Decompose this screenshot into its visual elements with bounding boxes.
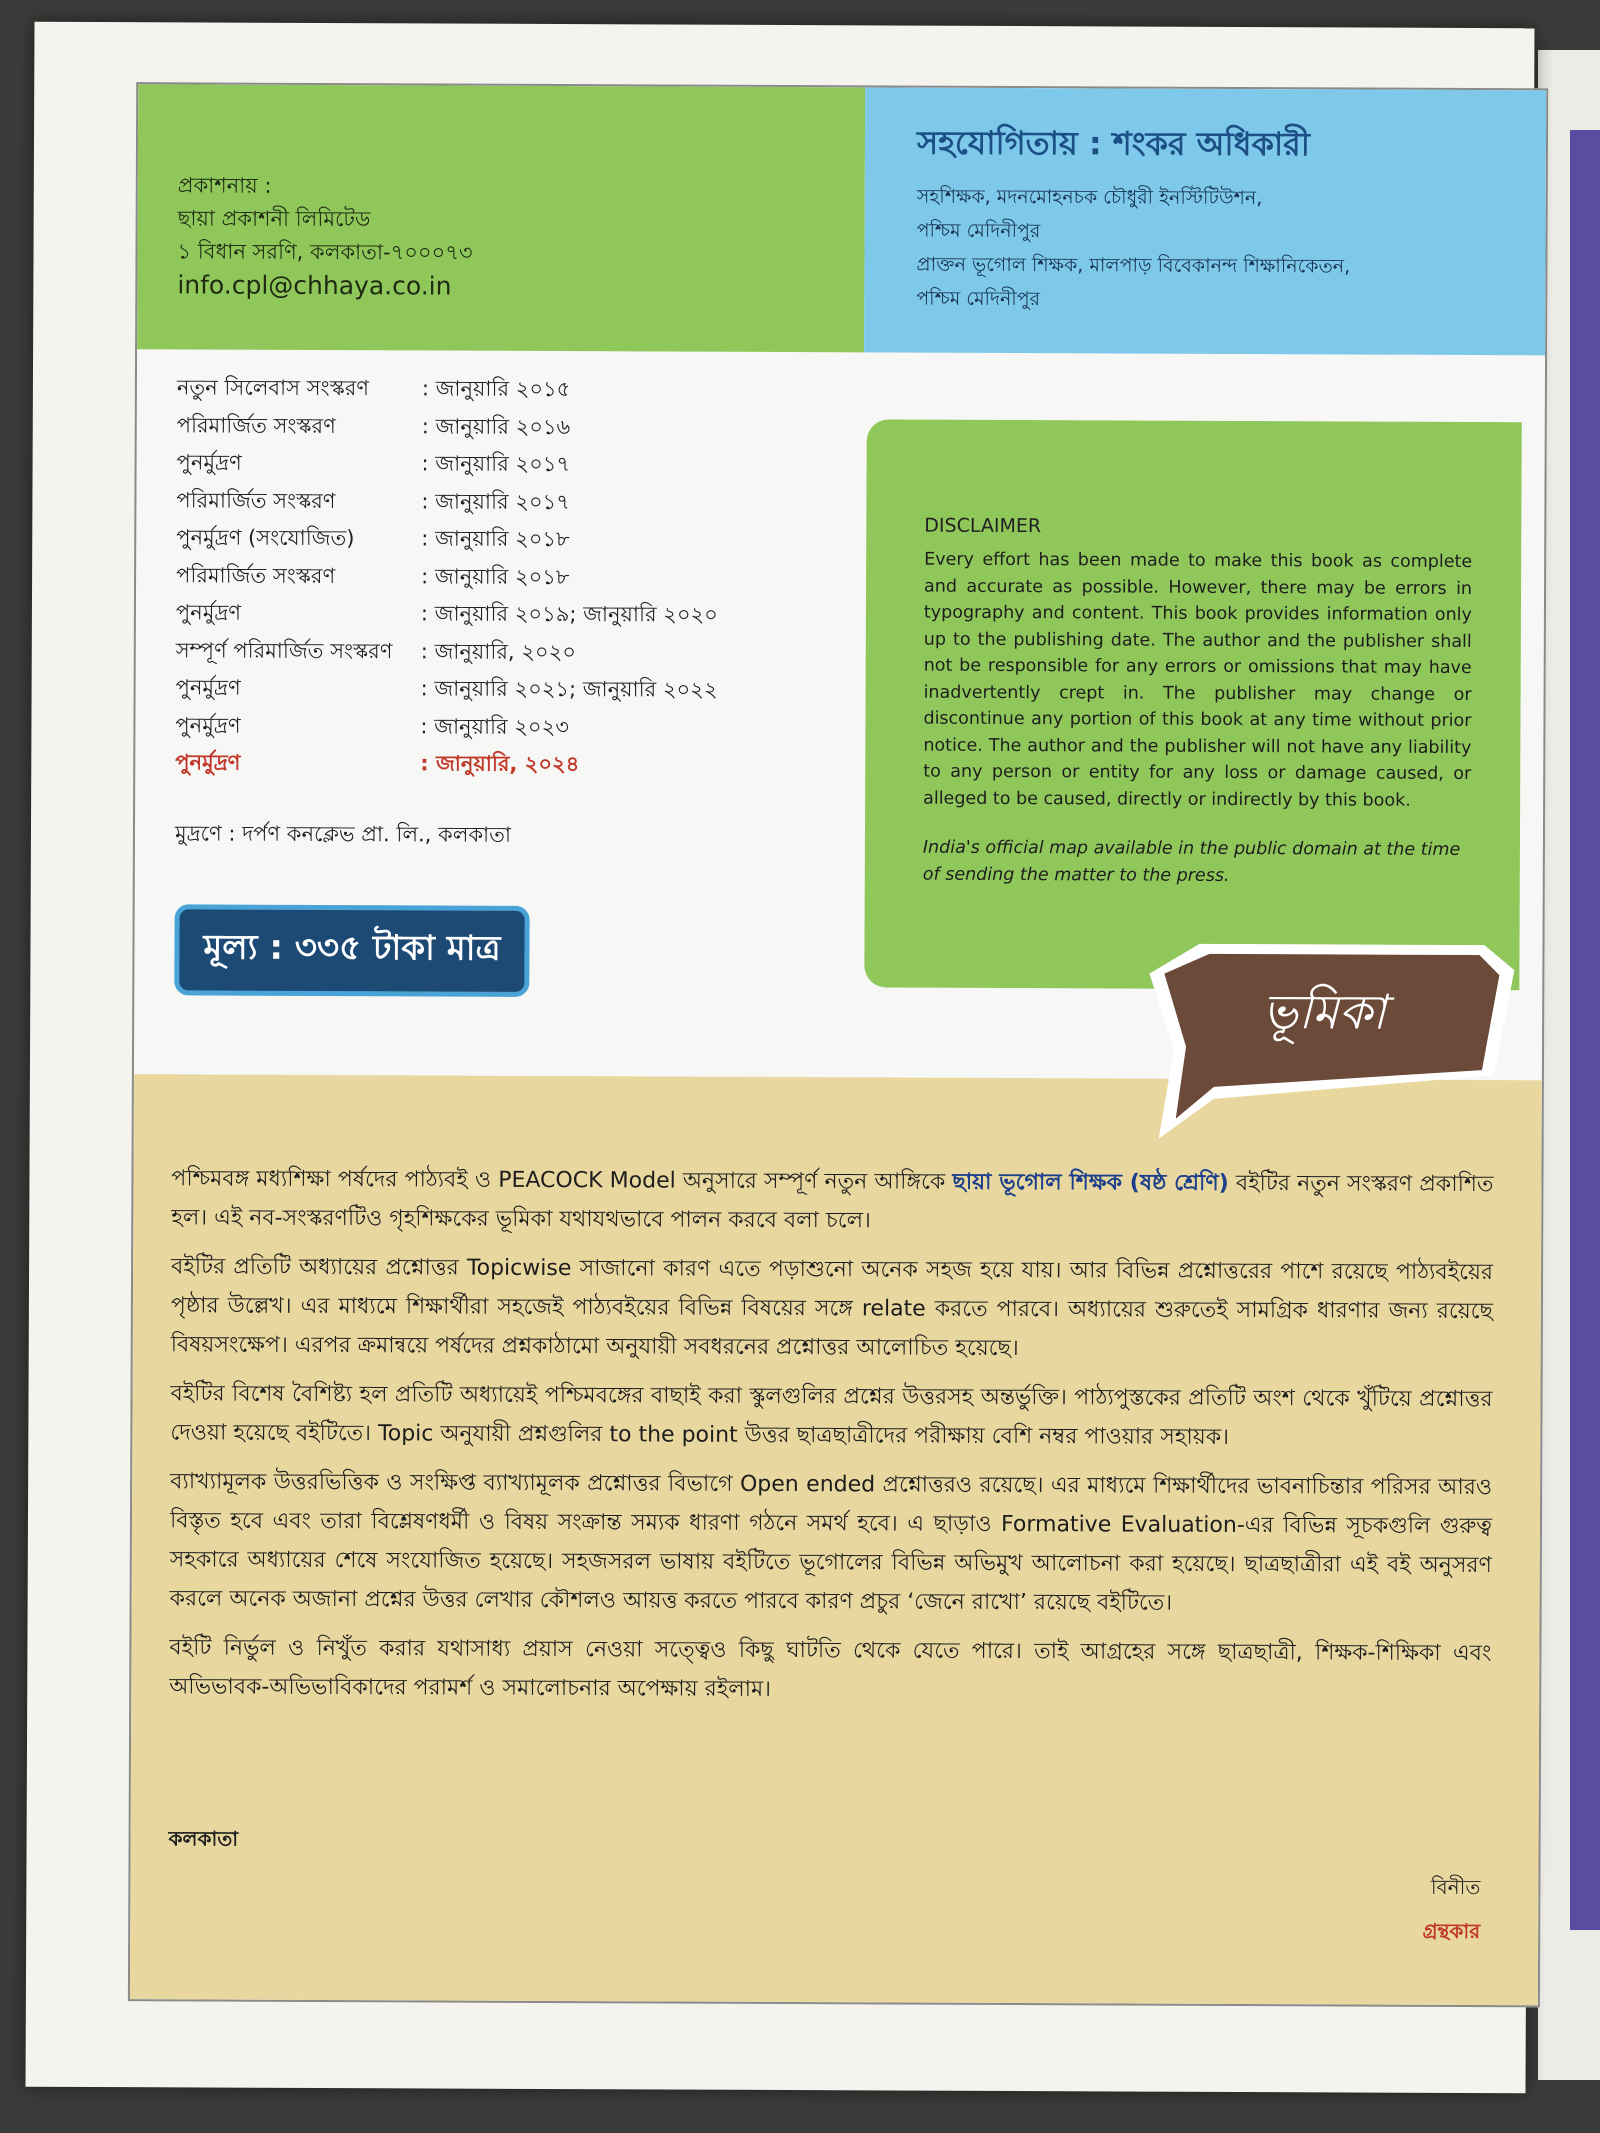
- collaboration-line: পশ্চিম মেদিনীপুর: [916, 287, 1041, 311]
- price-badge: মূল্য : ৩৩৫ টাকা মাত্র: [174, 904, 529, 997]
- intro-paragraph: বইটি নির্ভুল ও নিখুঁত করার যথাসাধ্য প্রয়াস নেওয়া সত্ত্বেও কিছু ঘাটতি থেকে যেতে পারে। তাই আগ্রহের সঙ্গে ছাত্রছাত্রী, শিক্ষক-শিক্ষিকা এবং অভিভাবক-অভিভাবিকাদের পরামর্শ ও সমালোচনার অপেক্ষায় রইলাম।: [169, 1635, 1492, 1702]
- next-page-edge: [1538, 50, 1600, 2080]
- edition-date: : জানুয়ারি ২০১৮: [421, 526, 570, 552]
- intro-paragraph: বইটির বিশেষ বৈশিষ্ট্য হল প্রতিটি অধ্যায়েই পশ্চিমবঙ্গের বাছাই করা স্কুলগুলির প্রশ্নের উত্তরসহ অন্তর্ভুক্তি। পাঠ্যপুস্তকের প্রতিটি অংশ থেকে খুঁটিয়ে প্রশ্নোত্তর দেওয়া হয়েছে বইটিতে। Topic অনুযায়ী প্রশ্নগুলির to the point উত্তর ছাত্রছাত্রীদের পরীক্ষায় বেশি নম্বর পাওয়ার সহায়ক।: [170, 1381, 1493, 1450]
- publisher-heading: প্রকাশনায় :: [177, 173, 272, 198]
- edition-date: : জানুয়ারি ২০১৯; জানুয়ারি ২০২০: [420, 601, 718, 627]
- disclaimer-heading: DISCLAIMER: [924, 514, 1042, 538]
- intro-p1-end: বইটির নতুন সংস্করণ প্রকাশিত হল। এই নব-সংস্করণটিও গৃহশিক্ষকের ভূমিকা যথাযথভাবে পালন করবে বলা চলে।: [171, 1170, 1494, 1234]
- next-page-strip: [1570, 130, 1600, 1930]
- edition-label: সম্পূর্ণ পরিমার্জিত সংস্করণ: [175, 637, 393, 663]
- edition-date: : জানুয়ারি ২০২৩: [420, 713, 569, 739]
- intro-paragraph: [171, 1159, 1493, 1243]
- page-frame: [128, 82, 1548, 2007]
- edition-date: : জানুয়ারি ২০২১; জানুয়ারি ২০২২: [420, 676, 718, 702]
- edition-date: : জানুয়ারি ২০১৭: [421, 488, 570, 514]
- collaboration-line: সহশিক্ষক, মদনমোহনচক চৌধুরী ইনস্টিটিউশন,: [916, 185, 1263, 210]
- closing-word: বিনীত: [1430, 1874, 1481, 1900]
- intro-paragraph: বইটির প্রতিটি অধ্যায়ের প্রশ্নোত্তর Topicwise সাজানো কারণ এতে পড়াশুনো অনেক সহজ হয়ে যায়। আর বিভিন্ন প্রশ্নোত্তরের পাশে রয়েছে পাঠ্যবইয়ের পৃষ্ঠার উল্লেখ। এর মাধ্যমে শিক্ষার্থীরা সহজেই পাঠ্যবইয়ের বিভিন্ন বিষয়ের সঙ্গে relate করতে পারবে। অধ্যায়ের শুরুতেই সামগ্রিক ধারণার জন্য রয়েছে বিষয়সংক্ষেপ। এরপর ক্রমান্বয়ে পর্ষদের প্রশ্নকাঠামো অনুযায়ী সবধরনের প্রশ্নোত্তর আলোচিত হয়েছে।: [170, 1254, 1494, 1362]
- edition-label: পরিমার্জিত সংস্করণ: [176, 412, 336, 438]
- collaboration-line: প্রাক্তন ভূগোল শিক্ষক, মালপাড় বিবেকানন্দ শিক্ষানিকেতন,: [916, 253, 1351, 278]
- edition-label: পুনর্মুদ্রণ: [175, 712, 241, 738]
- map-note: India's official map available in the public domain at the time of sending the matter to the press.: [922, 837, 1461, 886]
- intro-p1-start: পশ্চিমবঙ্গ মধ্যশিক্ষা পর্ষদের পাঠ্যবই ও PEACOCK Model অনুসারে সম্পূর্ণ নতুন আঙ্গিকে: [171, 1166, 953, 1195]
- collaboration-line: পশ্চিম মেদিনীপুর: [916, 219, 1041, 243]
- edition-date: : জানুয়ারি ২০১৬: [421, 413, 571, 439]
- place-name: কলকাতা: [168, 1826, 239, 1851]
- publisher-name: ছায়া প্রকাশনী লিমিটেড: [177, 206, 371, 232]
- edition-label: পুনর্মুদ্রণ: [175, 675, 241, 700]
- book-title: ছায়া ভূগোল শিক্ষক (ষষ্ঠ শ্রেণি): [952, 1169, 1229, 1196]
- disclaimer-body: Every effort has been made to make this book as complete and accurate as possible. However, there may be errors in typography and content. This book provides information only up to the publishing date. The author and the publisher shall not be responsible for any errors or omissions that may have inadvertently crept in. The publisher may change or discontinue any portion of this book at any time without prior notice. The author and the publisher will not have any liability to any person or entity for any loss or damage caused, or alleged to be caused, directly or indirectly by this book.: [923, 549, 1473, 811]
- edition-label: পুনর্মুদ্রণ: [175, 600, 242, 625]
- intro-heading: ভূমিকা: [1262, 984, 1387, 1041]
- edition-label: পুনর্মুদ্রণ (সংযোজিত): [176, 525, 355, 551]
- printer-line: মুদ্রণে : দর্পণ কনক্লেভ প্রা. লি., কলকাতা: [174, 821, 512, 847]
- publisher-email[interactable]: info.cpl@chhaya.co.in: [177, 270, 452, 301]
- publisher-address: ১ বিধান সরণি, কলকাতা-৭০০০৭৩: [177, 239, 473, 265]
- book-page: [26, 22, 1535, 2094]
- intro-body: [169, 1159, 1493, 1722]
- signoff: [1423, 1865, 1481, 1953]
- edition-date: : জানুয়ারি ২০১৭: [421, 451, 571, 477]
- edition-label: নতুন সিলেবাস সংস্করণ: [176, 375, 370, 401]
- edition-date: : জানুয়ারি ২০১৫: [421, 376, 571, 402]
- edition-label: পরিমার্জিত সংস্করণ: [176, 487, 336, 513]
- intro-paragraph: ব্যাখ্যামূলক উত্তরভিত্তিক ও সংক্ষিপ্ত ব্যাখ্যামূলক প্রশ্নোত্তর বিভাগে Open ended প্রশ্নোত্তরও রয়েছে। এর মাধ্যমে শিক্ষার্থীদের ভাবনাচিন্তার পরিসর আরও বিস্তৃত হবে এবং তারা বিশ্লেষণধর্মী ও বিষয় সংক্রান্ত সম্যক ধারণা গঠনে সমর্থ হবে। এ ছাড়াও Formative Evaluation-এর বিভিন্ন সূচকগুলি গুরুত্ব সহকারে অধ্যায়ের শেষে সংযোজিত হয়েছে। সহজসরল ভাষায় বইটিতে ভূগোলের বিভিন্ন অভিমুখ আলোচনা করা হয়েছে। ছাত্রছাত্রীরা এই বই অনুসরণ করলে অনেক অজানা প্রশ্নের উত্তর লেখার কৌশলও আয়ত্ত করতে পারবে কারণ প্রচুর ‘জেনে রাখো’ রয়েছে বইটিতে।: [169, 1469, 1493, 1616]
- edition-date: : জানুয়ারি, ২০২৪: [420, 751, 580, 777]
- edition-label: পরিমার্জিত সংস্করণ: [176, 562, 336, 588]
- edition-label: পুনর্মুদ্রণ: [176, 450, 242, 475]
- edition-date: : জানুয়ারি ২০১৮: [421, 563, 570, 589]
- edition-label: পুনর্মুদ্রণ: [175, 750, 241, 775]
- author-label: গ্রন্থকার: [1422, 1918, 1481, 1944]
- edition-date: : জানুয়ারি, ২০২০: [420, 638, 576, 664]
- collaboration-title: সহযোগিতায় : শংকর অধিকারী: [916, 123, 1311, 164]
